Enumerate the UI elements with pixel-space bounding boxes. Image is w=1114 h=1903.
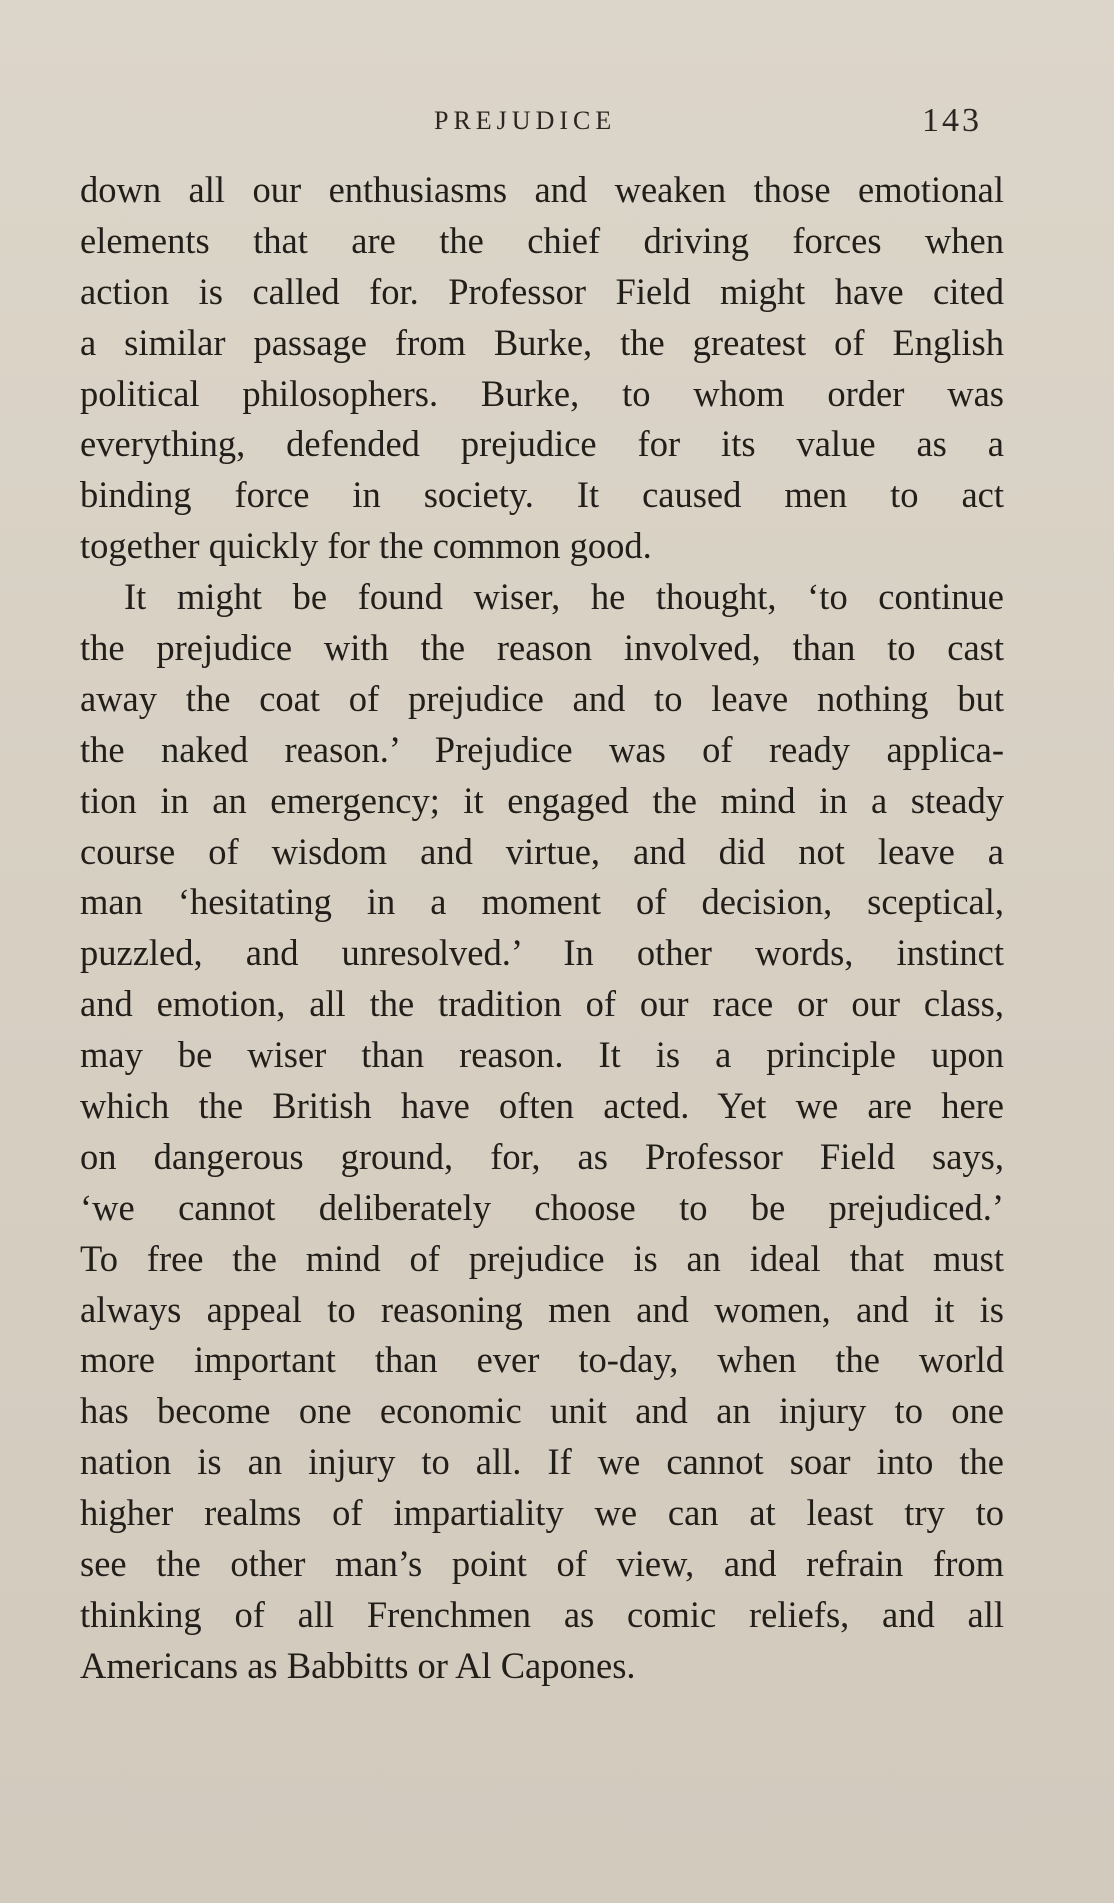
body-text	[80, 165, 1004, 1692]
text-line: a similar passage from Burke, the greatest of English	[80, 321, 1004, 363]
text-line: on dangerous ground, for, as Professor Field says,	[80, 1135, 1004, 1177]
text-line: more important than ever to-day, when the world	[80, 1339, 1004, 1381]
text-line: Americans as Babbitts or Al Capones.	[80, 1644, 636, 1686]
text-line: higher realms of impartiality we can at least try to	[80, 1492, 1004, 1534]
text-line: man ‘hesitating in a moment of decision, sceptical,	[80, 881, 1004, 923]
text-line: To free the mind of prejudice is an ideal that must	[80, 1237, 1004, 1279]
text-line: and emotion, all the tradition of our race or our class,	[80, 983, 1004, 1025]
text-line: It might be found wiser, he thought, ‘to continue	[124, 576, 1004, 618]
text-line: thinking of all Frenchmen as comic reliefs, and all	[80, 1593, 1004, 1635]
text-line: nation is an injury to all. If we cannot soar into the	[80, 1441, 1004, 1483]
text-line: binding force in society. It caused men to act	[80, 474, 1004, 516]
text-line: elements that are the chief driving forces when	[80, 219, 1004, 261]
text-line: the prejudice with the reason involved, than to cast	[80, 627, 1004, 669]
page-number: 143	[922, 102, 982, 139]
text-line: ‘we cannot deliberately choose to be prejudiced.’	[80, 1186, 1004, 1228]
text-line: political philosophers. Burke, to whom order was	[80, 372, 1004, 414]
text-line: see the other man’s point of view, and refrain from	[80, 1543, 1004, 1585]
text-line: which the British have often acted. Yet we are here	[80, 1085, 1004, 1127]
text-line: has become one economic unit and an injury to one	[80, 1390, 1004, 1432]
text-line: course of wisdom and virtue, and did not leave a	[80, 830, 1004, 872]
text-line: down all our enthusiasms and weaken those emotional	[80, 169, 1004, 210]
running-title: PREJUDICE	[434, 106, 617, 135]
text-line: together quickly for the common good.	[80, 525, 652, 567]
text-line: action is called for. Professor Field might have cited	[80, 270, 1004, 312]
running-head	[0, 102, 1114, 146]
text-line: always appeal to reasoning men and women, and it is	[80, 1288, 1004, 1330]
text-line: tion in an emergency; it engaged the mind in a steady	[80, 779, 1004, 821]
text-line: puzzled, and unresolved.’ In other words, instinct	[80, 932, 1004, 974]
text-line: away the coat of prejudice and to leave nothing but	[80, 677, 1004, 719]
text-line: the naked reason.’ Prejudice was of ready applica-	[80, 728, 1004, 770]
text-line: everything, defended prejudice for its value as a	[80, 423, 1004, 465]
text-line: may be wiser than reason. It is a principle upon	[80, 1034, 1004, 1076]
